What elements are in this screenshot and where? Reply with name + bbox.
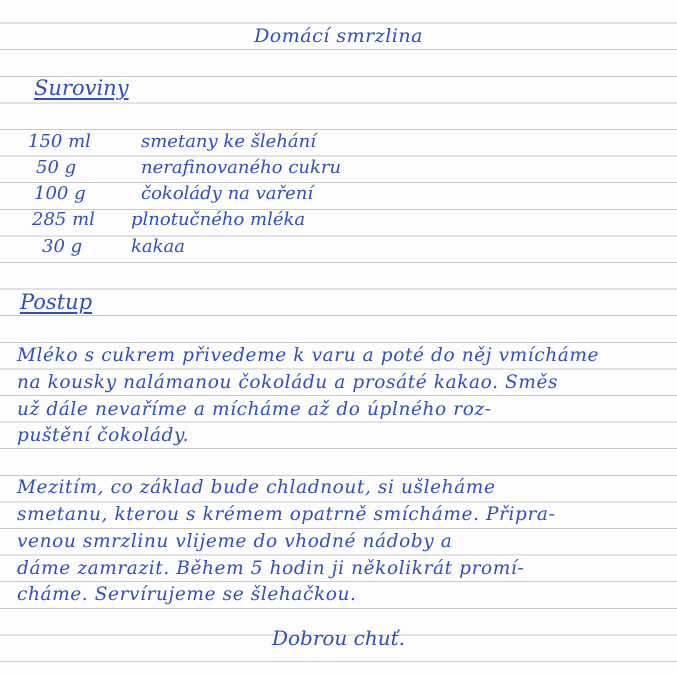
text-line: dáme zamrazit. Během 5 hodin ji několikrát promí- (17, 558, 525, 579)
text-line: Mezitím, co základ bude chladnout, si ušleháme (17, 477, 496, 498)
ingredient-name: plnotučného mléka (131, 209, 306, 230)
ingredient-name: kakaa (131, 236, 186, 257)
ingredient-quantity: 30 g (42, 236, 83, 257)
ingredient-quantity: 50 g (36, 157, 77, 178)
text-line: venou smrzlinu vlijeme do vhodné nádoby a (17, 531, 453, 552)
text-line: smetanu, kterou s krémem opatrně smícháme. Připra- (17, 504, 556, 525)
procedure-heading: Postup (20, 290, 93, 314)
text-line: už dále nevaříme a mícháme až do úplného roz- (17, 399, 492, 420)
text-line: Mléko s cukrem přivedeme k varu a poté do něj vmícháme (17, 345, 600, 366)
ingredient-quantity: 150 ml (28, 131, 91, 152)
ingredient-name: nerafinovaného cukru (141, 157, 342, 178)
ingredient-name: čokolády na vaření (141, 183, 314, 204)
signoff: Dobrou chuť. (271, 626, 406, 650)
ingredient-quantity: 285 ml (32, 209, 95, 230)
ingredient-quantity: 100 g (34, 183, 86, 204)
ingredients-heading: Suroviny (34, 76, 129, 100)
recipe-title: Domácí smrzlina (254, 25, 423, 47)
ingredient-name: smetany ke šlehání (141, 131, 317, 152)
text-line: na kousky nalámanou čokoládu a prosáté kakao. Směs (17, 372, 559, 393)
text-line: puštění čokolády. (17, 425, 190, 446)
text-line: cháme. Servírujeme se šlehačkou. (17, 584, 357, 605)
